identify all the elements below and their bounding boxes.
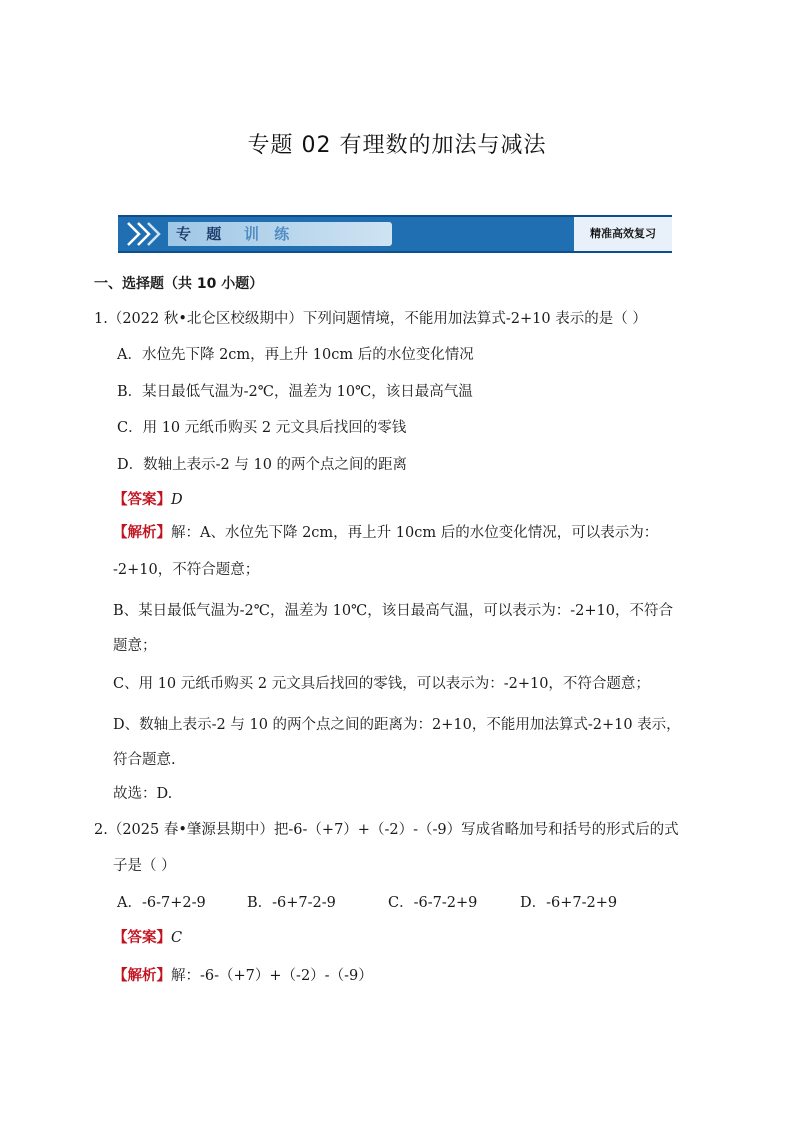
answer-label: 【答案】 — [113, 492, 171, 508]
question-1-analysis-6: D、数轴上表示-2 与 10 的两个点之间的距离为：2+10，不能用加法算式-2+10 表示， — [113, 717, 681, 733]
question-2-stem-line-2: 子是（ ） — [113, 858, 176, 874]
banner-tag — [168, 222, 392, 246]
chevron-right-icon — [124, 221, 168, 247]
answer-label: 【答案】 — [113, 930, 171, 946]
analysis-text: 解：-6-（+7）+（-2）-（-9） — [171, 968, 373, 984]
question-2-option-a: A．-6-7+2-9 — [117, 895, 206, 911]
banner-label-dark: 专 题 — [176, 225, 227, 243]
question-2-option-c: C．-6-7-2+9 — [388, 895, 478, 911]
question-1-option-a: A．水位先下降 2cm，再上升 10cm 后的水位变化情况 — [117, 347, 474, 363]
question-1-analysis-8: 故选：D. — [113, 786, 173, 802]
question-2-answer — [113, 928, 182, 948]
answer-value: D — [171, 492, 183, 508]
analysis-label: 【解析】 — [113, 525, 171, 541]
question-1-analysis-7: 符合题意. — [113, 752, 176, 768]
analysis-label: 【解析】 — [113, 968, 171, 984]
section-banner — [118, 215, 672, 253]
question-1-analysis-2: -2+10，不符合题意； — [113, 562, 260, 578]
question-2-analysis — [113, 966, 373, 986]
analysis-text: 解：A、水位先下降 2cm，再上升 10cm 后的水位变化情况，可以表示为： — [171, 525, 659, 541]
question-2-option-b: B．-6+7-2-9 — [247, 895, 336, 911]
question-1-stem: 1.（2022 秋•北仑区校级期中）下列问题情境，不能用加法算式-2+10 表示的是（ ） — [94, 311, 647, 327]
question-1-option-b: B．某日最低气温为-2℃，温差为 10℃，该日最高气温 — [117, 384, 473, 400]
question-1-analysis-3: B、某日最低气温为-2℃，温差为 10℃，该日最高气温，可以表示为：-2+10，不符合 — [113, 603, 674, 619]
banner-right-label: 精准高效复习 — [574, 217, 672, 251]
answer-value: C — [171, 930, 183, 946]
page-title: 专题 02 有理数的加法与减法 — [247, 133, 547, 158]
question-1-analysis-5: C、用 10 元纸币购买 2 元文具后找回的零钱，可以表示为：-2+10，不符合题意； — [113, 676, 650, 692]
section-heading: 一、选择题（共 10 小题） — [94, 276, 264, 292]
banner-label-light: 训 练 — [244, 225, 295, 243]
question-1-analysis-1 — [113, 523, 658, 543]
question-2-option-d: D．-6+7-2+9 — [520, 895, 618, 911]
question-1-option-c: C．用 10 元纸币购买 2 元文具后找回的零钱 — [117, 420, 407, 436]
question-1-answer — [113, 490, 183, 510]
question-1-analysis-4: 题意； — [113, 638, 157, 654]
question-1-option-d: D．数轴上表示-2 与 10 的两个点之间的距离 — [117, 457, 408, 473]
question-2-stem-line-1: 2.（2025 春•肇源县期中）把-6-（+7）+（-2）-（-9）写成省略加号和括号的形式后的式 — [94, 822, 679, 838]
